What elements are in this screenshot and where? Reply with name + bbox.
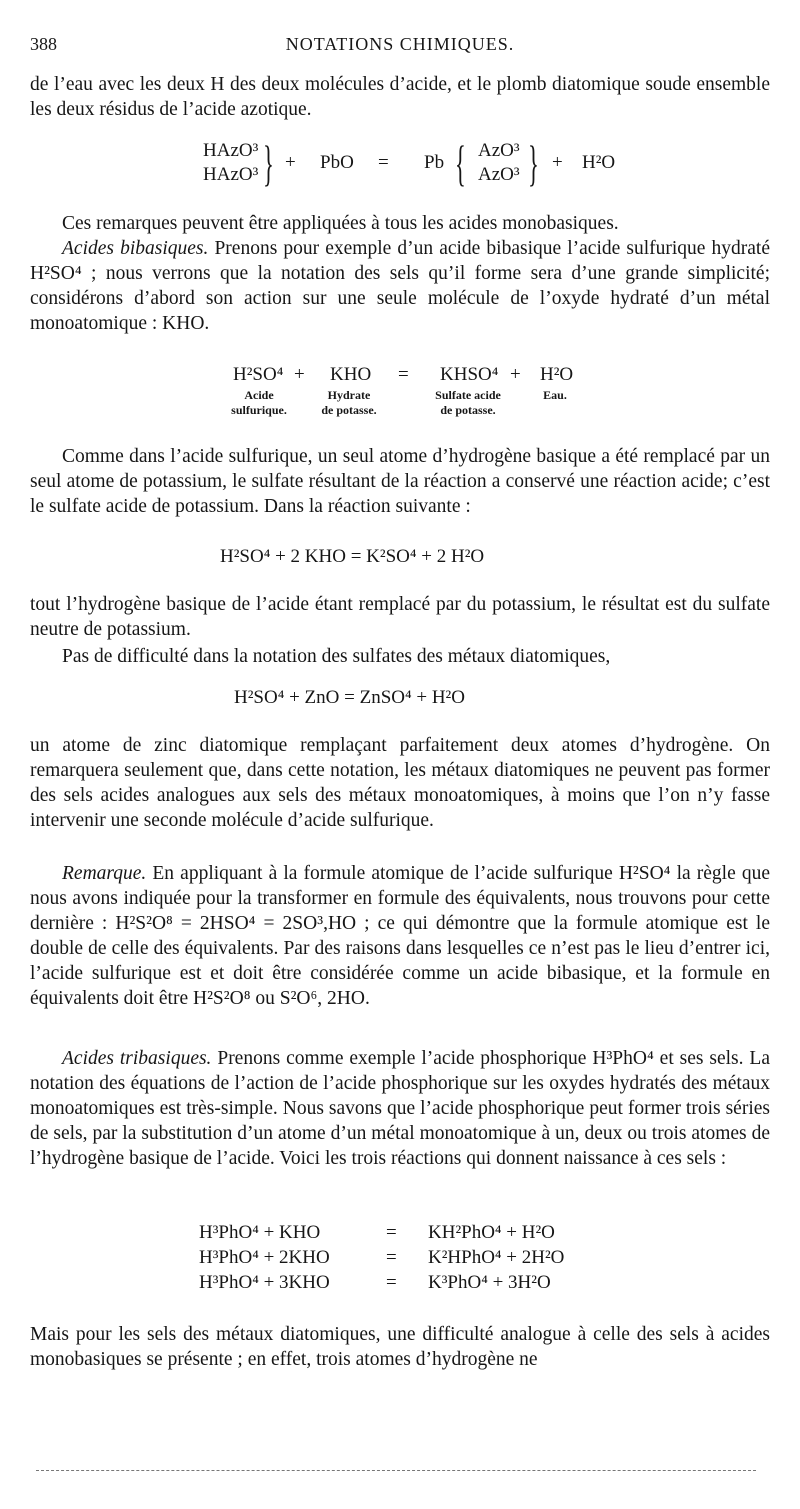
section-heading-remarque: Remarque. [62, 863, 147, 884]
right-brace: } [528, 135, 539, 191]
footer-rule [36, 1470, 756, 1472]
paragraph-10: Mais pour les sels des métaux diatomiques, une difficulté analogue à celle des sels à acides monobasiques se présente ; en effet, trois atomes d’hydrogène ne [30, 1324, 770, 1370]
label-water: Eau. [543, 388, 567, 402]
running-title: NOTATIONS CHIMIQUES. [285, 34, 515, 54]
eq1-left-bottom: HAzO³ [203, 164, 259, 185]
eq1-plus-1: + [285, 152, 296, 173]
eq5-line-3-right: K³PhO⁴ + 3H²O [428, 1272, 551, 1293]
paragraph-9-text: Prenons comme exemple l’acide phosphorique H³PhO⁴ et ses sels. La notation des équations de l’action de l’acide phosphorique sur les oxydes hydratés des métaux monoatomiques est très-simple. Nous savons que l’acide phosphorique peut former trois séries de sels, par la substitution d’un atome d’un métal monoatomique à un, deux ou trois atomes de l’hydrogène basique de l’acide. Voici les trois réactions qui donnent naissance à ces sels : [30, 1048, 770, 1169]
section-heading-bibasic: Acides bibasiques. [62, 238, 209, 259]
eq5-line-2-equals: = [386, 1247, 397, 1268]
eq5-line-2-left: H³PhO⁴ + 2KHO [199, 1247, 330, 1268]
paragraph-8-text: En appliquant à la formule atomique de l’acide sulfurique H²SO⁴ la règle que nous avons indiquée pour la transformer en formule des équivalents, nous trouvons pour cette dernière : H²S²O⁸ = 2HSO⁴ = 2SO³,HO ; ce qui démontre que la formule atomique est le double de celle des équivalents. Par des raisons dans lesquelles ce n’est pas le lieu d’entrer ici, l’acide sulfurique est et doit être considérée comme un acide bibasique, et la formule en équivalents doit être H²S²O⁸ ou S²O⁶, 2HO. [30, 863, 770, 1009]
eq2-plus-1: + [294, 364, 305, 385]
page-header [30, 34, 770, 60]
left-brace: { [455, 135, 466, 191]
eq5-line-1-left: H³PhO⁴ + KHO [199, 1222, 321, 1243]
paragraph-3-text: Prenons pour exemple d’un acide bibasique l’acide sulfurique hydraté H²SO⁴ ; nous verrons que la notation des sels qu’il forme sera d’une grande simplicité; considérons d’abord son action sur une seule molécule de l’oxyde hydraté d’un métal monoatomique : KHO. [30, 238, 770, 334]
eq2-kho: KHO [330, 364, 372, 385]
equation-zinc-sulfate: H²SO⁴ + ZnO = ZnSO⁴ + H²O [234, 687, 465, 708]
paragraph-5: tout l’hydrogène basique de l’acide étant remplacé par du potassium, le résultat est du sulfate neutre de potassium. [30, 594, 770, 640]
eq1-plus-2: + [552, 152, 563, 173]
label-acid: Acide sulfurique. [231, 388, 287, 417]
paragraph-remarque [30, 861, 770, 1011]
label-hydrate: Hydrate de potasse. [321, 388, 377, 417]
eq2-plus-2: + [510, 364, 521, 385]
equation-neutral-sulfate: H²SO⁴ + 2 KHO = K²SO⁴ + 2 H²O [220, 546, 485, 567]
paragraph-2: Ces remarques peuvent être appliquées à tous les acides monobasiques. [62, 213, 619, 234]
eq5-line-1-equals: = [386, 1222, 397, 1243]
right-brace: } [263, 135, 274, 191]
paragraph-7: un atome de zinc diatomique remplaçant parfaitement deux atomes d’hydrogène. On remarquera seulement que, dans cette notation, les métaux diatomiques ne peuvent pas former des sels acides analogues aux sels des métaux monoatomiques, à moins que l’on n’y fasse intervenir une seconde molécule d’acide sulfurique. [30, 735, 770, 831]
eq2-khso4: KHSO⁴ [440, 364, 499, 385]
equation-sulfuric-potash [0, 364, 800, 424]
eq1-left-top: HAzO³ [203, 140, 259, 161]
eq1-right-top: AzO³ [478, 140, 520, 161]
eq1-pbo: PbO [320, 152, 354, 173]
eq5-line-1-right: KH²PhO⁴ + H²O [428, 1222, 555, 1243]
eq5-line-2-right: K²HPhO⁴ + 2H²O [428, 1247, 565, 1268]
equation-nitric-lead [0, 135, 800, 191]
eq1-equals: = [378, 152, 389, 173]
paragraph-6: Pas de difficulté dans la notation des sulfates des métaux diatomiques, [62, 646, 611, 667]
label-sulfate: Sulfate acide de potasse. [435, 388, 501, 417]
eq2-h2so4: H²SO⁴ [233, 364, 284, 385]
section-heading-tribasic: Acides tribasiques. [62, 1048, 212, 1069]
eq5-line-3-left: H³PhO⁴ + 3KHO [199, 1272, 330, 1293]
eq1-water: H²O [582, 152, 616, 173]
paragraph-1: de l’eau avec les deux H des deux molécules d’acide, et le plomb diatomique soude ensemble les deux résidus de l’acide azotique. [30, 74, 770, 120]
paragraph-tribasic [30, 1046, 770, 1171]
eq1-right-bottom: AzO³ [478, 164, 520, 185]
page-number: 388 [30, 34, 57, 54]
paragraph-bibasic [30, 236, 770, 336]
equations-phosphoric [0, 1222, 800, 1302]
eq2-water: H²O [540, 364, 574, 385]
eq5-line-3-equals: = [386, 1272, 397, 1293]
paragraph-4: Comme dans l’acide sulfurique, un seul atome d’hydrogène basique a été remplacé par un seul atome de potassium, le sulfate résultant de la réaction a conservé une réaction acide; c’est le sulfate acide de potassium. Dans la réaction suivante : [30, 446, 770, 517]
eq2-equals: = [398, 364, 409, 385]
eq1-pb: Pb [424, 152, 445, 173]
